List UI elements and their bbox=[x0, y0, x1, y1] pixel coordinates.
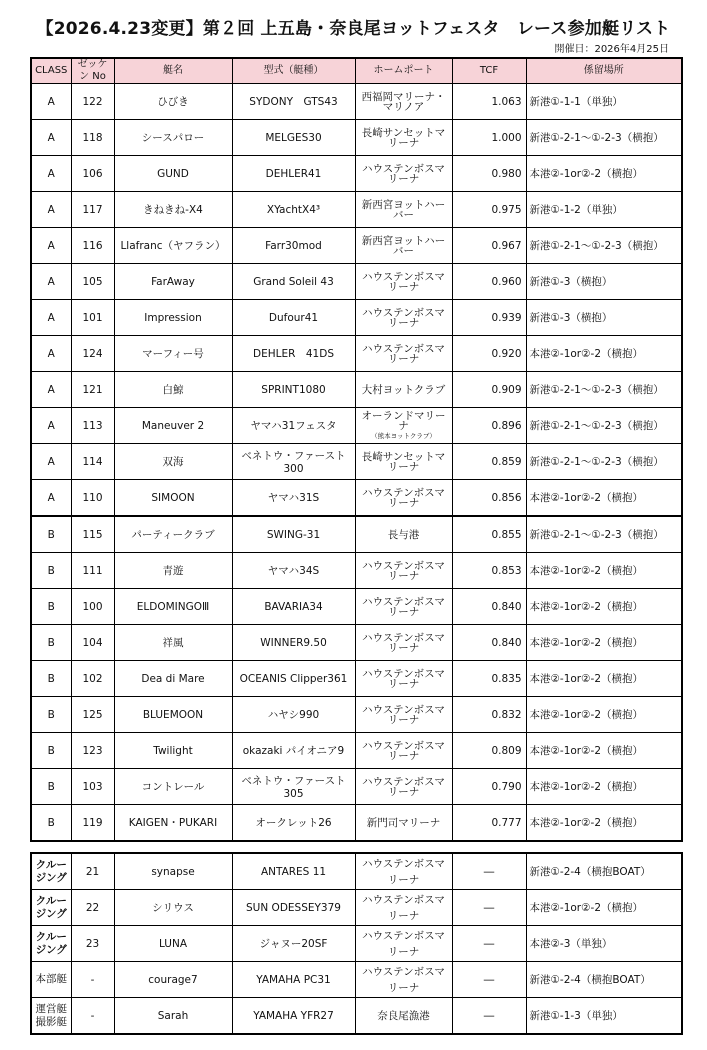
number-cell: 117 bbox=[71, 192, 114, 228]
boat-name-cell: シリウス bbox=[114, 890, 232, 926]
model-cell: YAMAHA PC31 bbox=[232, 962, 355, 998]
model-cell: WINNER9.50 bbox=[232, 625, 355, 661]
boat-name-cell: 祥風 bbox=[114, 625, 232, 661]
number-cell: 21 bbox=[71, 853, 114, 890]
tcf-cell: ― bbox=[452, 998, 526, 1035]
class-cell: A bbox=[31, 192, 71, 228]
model-cell: BAVARIA34 bbox=[232, 589, 355, 625]
boat-name-cell: synapse bbox=[114, 853, 232, 890]
number-cell: 125 bbox=[71, 697, 114, 733]
home-port-name: ハウステンボスマリーナ bbox=[362, 739, 445, 762]
mooring-cell: 新港①-2-1～①-2-3（横抱） bbox=[526, 408, 682, 444]
home-port-name: ハウステンボスマリーナ bbox=[362, 703, 445, 726]
mooring-cell: 新港①-2-1～①-2-3（横抱） bbox=[526, 120, 682, 156]
model-cell: ANTARES 11 bbox=[232, 853, 355, 890]
class-cell: クルージング bbox=[31, 890, 71, 926]
tcf-cell: 0.975 bbox=[452, 192, 526, 228]
mooring-cell: 新港①-1-1（単独） bbox=[526, 84, 682, 120]
boat-name-cell: KAIGEN・PUKARI bbox=[114, 805, 232, 842]
number-cell: 124 bbox=[71, 336, 114, 372]
mooring-cell: 本港②-1or②-2（横抱） bbox=[526, 336, 682, 372]
table-header-row bbox=[31, 58, 682, 84]
home-port-name: ハウステンボスマリーナ bbox=[362, 775, 445, 798]
race-entry-table bbox=[30, 57, 683, 842]
tcf-cell: 0.809 bbox=[452, 733, 526, 769]
boat-name-cell: SIMOON bbox=[114, 480, 232, 517]
class-cell: B bbox=[31, 769, 71, 805]
class-cell: A bbox=[31, 444, 71, 480]
boat-name-cell: Twilight bbox=[114, 733, 232, 769]
number-cell: 116 bbox=[71, 228, 114, 264]
home-port-cell bbox=[355, 444, 452, 480]
home-port-name: 長崎サンセットマリーナ bbox=[361, 450, 446, 473]
home-port-name: ハウステンボスマリーナ bbox=[362, 595, 445, 618]
model-cell: SPRINT1080 bbox=[232, 372, 355, 408]
model-cell: ヤマハ31S bbox=[232, 480, 355, 517]
mooring-cell: 新港①-1-3（単独） bbox=[526, 998, 682, 1035]
table-row bbox=[31, 300, 682, 336]
number-cell: 22 bbox=[71, 890, 114, 926]
number-cell: 23 bbox=[71, 926, 114, 962]
model-cell: ヤマハ34S bbox=[232, 553, 355, 589]
class-cell: B bbox=[31, 661, 71, 697]
table-row bbox=[31, 444, 682, 480]
mooring-cell: 本港②-1or②-2（横抱） bbox=[526, 769, 682, 805]
tcf-cell: ― bbox=[452, 926, 526, 962]
tcf-cell: 1.063 bbox=[452, 84, 526, 120]
table-row bbox=[31, 372, 682, 408]
home-port-cell bbox=[355, 589, 452, 625]
boat-name-cell: パーティークラブ bbox=[114, 516, 232, 553]
mooring-cell: 本港②-1or②-2（横抱） bbox=[526, 661, 682, 697]
tcf-cell: 0.920 bbox=[452, 336, 526, 372]
home-port-cell: ハウステンボスマリーナ bbox=[355, 962, 452, 998]
boat-name-cell: BLUEMOON bbox=[114, 697, 232, 733]
number-cell: 119 bbox=[71, 805, 114, 842]
home-port-cell bbox=[355, 372, 452, 408]
tcf-cell: 0.909 bbox=[452, 372, 526, 408]
model-cell: okazaki パイオニア9 bbox=[232, 733, 355, 769]
table-row bbox=[31, 516, 682, 553]
home-port-name: ハウステンボスマリーナ bbox=[362, 667, 445, 690]
class-cell: 本部艇 bbox=[31, 962, 71, 998]
home-port-cell bbox=[355, 733, 452, 769]
home-port-name: オーランドマリーナ bbox=[361, 409, 446, 432]
home-port-cell bbox=[355, 661, 452, 697]
class-cell: A bbox=[31, 228, 71, 264]
mooring-cell: 新港①-2-1～①-2-3（横抱） bbox=[526, 228, 682, 264]
class-cell: A bbox=[31, 300, 71, 336]
boat-name-cell: 青遊 bbox=[114, 553, 232, 589]
model-cell: Farr30mod bbox=[232, 228, 355, 264]
tcf-cell: ― bbox=[452, 890, 526, 926]
table-row bbox=[31, 336, 682, 372]
mooring-cell: 本港②-1or②-2（横抱） bbox=[526, 805, 682, 842]
tcf-cell: 0.840 bbox=[452, 625, 526, 661]
model-cell: XYachtX4³ bbox=[232, 192, 355, 228]
class-cell: A bbox=[31, 372, 71, 408]
tcf-cell: 0.939 bbox=[452, 300, 526, 336]
home-port-cell bbox=[355, 228, 452, 264]
mooring-cell: 本港②-1or②-2（横抱） bbox=[526, 733, 682, 769]
model-cell: SUN ODESSEY379 bbox=[232, 890, 355, 926]
tcf-cell: 0.835 bbox=[452, 661, 526, 697]
number-cell: 105 bbox=[71, 264, 114, 300]
home-port-name: ハウステンボスマリーナ bbox=[362, 162, 445, 185]
home-port-cell bbox=[355, 84, 452, 120]
number-cell: 100 bbox=[71, 589, 114, 625]
model-cell: オークレット26 bbox=[232, 805, 355, 842]
home-port-name: ハウステンボスマリーナ bbox=[362, 486, 445, 509]
header-model: 型式（艇種） bbox=[232, 58, 355, 84]
table-row bbox=[31, 805, 682, 842]
mooring-cell: 本港②-1or②-2（横抱） bbox=[526, 553, 682, 589]
model-cell: SYDONY GTS43 bbox=[232, 84, 355, 120]
home-port-cell bbox=[355, 480, 452, 517]
tcf-cell: 0.967 bbox=[452, 228, 526, 264]
number-cell: 111 bbox=[71, 553, 114, 589]
home-port-name: ハウステンボスマリーナ bbox=[362, 270, 445, 293]
tcf-cell: 0.853 bbox=[452, 553, 526, 589]
boat-name-cell: 双海 bbox=[114, 444, 232, 480]
class-cell: B bbox=[31, 553, 71, 589]
model-cell: ベネトウ・ファースト300 bbox=[232, 444, 355, 480]
home-port-name: ハウステンボスマリーナ bbox=[362, 631, 445, 654]
home-port-subtitle: （熊本ヨットクラブ） bbox=[371, 431, 436, 440]
home-port-cell: ハウステンボスマリーナ bbox=[355, 926, 452, 962]
tcf-cell: ― bbox=[452, 962, 526, 998]
header-boat-name: 艇名 bbox=[114, 58, 232, 84]
model-cell: OCEANIS Clipper361 bbox=[232, 661, 355, 697]
mooring-cell: 新港①-1-2（単独） bbox=[526, 192, 682, 228]
boat-name-cell: FarAway bbox=[114, 264, 232, 300]
page-title: 【2026.4.23変更】第２回 上五島・奈良尾ヨットフェスタ レース参加艇リスト bbox=[36, 19, 671, 39]
number-cell: 102 bbox=[71, 661, 114, 697]
class-cell: A bbox=[31, 156, 71, 192]
boat-name-cell: ELDOMINGOⅢ bbox=[114, 589, 232, 625]
model-cell: SWING-31 bbox=[232, 516, 355, 553]
model-cell: ヤマハ31フェスタ bbox=[232, 408, 355, 444]
model-cell: DEHLER 41DS bbox=[232, 336, 355, 372]
boat-name-cell: Maneuver 2 bbox=[114, 408, 232, 444]
class-cell: A bbox=[31, 264, 71, 300]
table-row bbox=[31, 228, 682, 264]
number-cell: 110 bbox=[71, 480, 114, 517]
boat-name-cell: courage7 bbox=[114, 962, 232, 998]
model-cell: ジャヌー20SF bbox=[232, 926, 355, 962]
class-cell: B bbox=[31, 733, 71, 769]
tcf-cell: 0.777 bbox=[452, 805, 526, 842]
home-port-cell: ハウステンボスマリーナ bbox=[355, 890, 452, 926]
home-port-cell bbox=[355, 336, 452, 372]
home-port-name: ハウステンボスマリーナ bbox=[362, 559, 445, 582]
model-cell: YAMAHA YFR27 bbox=[232, 998, 355, 1035]
home-port-name: 新門司マリーナ bbox=[366, 816, 441, 829]
cruising-support-table bbox=[30, 852, 683, 1035]
home-port-name: 長与港 bbox=[387, 528, 420, 541]
class-cell: クルージング bbox=[31, 926, 71, 962]
number-cell: 122 bbox=[71, 84, 114, 120]
number-cell: 106 bbox=[71, 156, 114, 192]
model-cell: MELGES30 bbox=[232, 120, 355, 156]
home-port-cell bbox=[355, 120, 452, 156]
mooring-cell: 新港①-2-1～①-2-3（横抱） bbox=[526, 516, 682, 553]
mooring-cell: 新港①-2-4（横抱BOAT） bbox=[526, 853, 682, 890]
class-cell: B bbox=[31, 805, 71, 842]
tcf-cell: 0.859 bbox=[452, 444, 526, 480]
table-row bbox=[31, 998, 682, 1035]
class-cell: A bbox=[31, 408, 71, 444]
boat-name-cell: LUNA bbox=[114, 926, 232, 962]
home-port-cell bbox=[355, 697, 452, 733]
table-row bbox=[31, 926, 682, 962]
table-row bbox=[31, 480, 682, 517]
class-cell: B bbox=[31, 697, 71, 733]
mooring-cell: 新港①-2-4（横抱BOAT） bbox=[526, 962, 682, 998]
home-port-name: ハウステンボスマリーナ bbox=[362, 306, 445, 329]
mooring-cell: 新港①-3（横抱） bbox=[526, 264, 682, 300]
boat-name-cell: Impression bbox=[114, 300, 232, 336]
table-row bbox=[31, 733, 682, 769]
table-row bbox=[31, 192, 682, 228]
table-row bbox=[31, 156, 682, 192]
tcf-cell: 0.980 bbox=[452, 156, 526, 192]
table-row bbox=[31, 697, 682, 733]
header-number: ゼッケン No bbox=[71, 58, 114, 84]
number-cell: 113 bbox=[71, 408, 114, 444]
home-port-cell bbox=[355, 625, 452, 661]
tcf-cell: 0.855 bbox=[452, 516, 526, 553]
boat-name-cell: 白鯨 bbox=[114, 372, 232, 408]
table-row bbox=[31, 264, 682, 300]
mooring-cell: 本港②-3（単独） bbox=[526, 926, 682, 962]
model-cell: DEHLER41 bbox=[232, 156, 355, 192]
class-cell: A bbox=[31, 336, 71, 372]
boat-name-cell: Llafranc（ヤフラン） bbox=[114, 228, 232, 264]
home-port-cell bbox=[355, 408, 452, 444]
home-port-name: 西福岡マリーナ・マリノア bbox=[361, 90, 446, 113]
header-class: CLASS bbox=[31, 58, 71, 84]
table-row bbox=[31, 589, 682, 625]
boat-name-cell: Dea di Mare bbox=[114, 661, 232, 697]
header-mooring: 係留場所 bbox=[526, 58, 682, 84]
tcf-cell: 0.896 bbox=[452, 408, 526, 444]
tcf-cell: 1.000 bbox=[452, 120, 526, 156]
number-cell: 118 bbox=[71, 120, 114, 156]
class-cell: B bbox=[31, 589, 71, 625]
mooring-cell: 本港②-1or②-2（横抱） bbox=[526, 890, 682, 926]
table-row bbox=[31, 625, 682, 661]
boat-name-cell: Sarah bbox=[114, 998, 232, 1035]
home-port-cell bbox=[355, 192, 452, 228]
number-cell: 121 bbox=[71, 372, 114, 408]
home-port-name: 新西宮ヨットハーバー bbox=[361, 198, 446, 221]
header-tcf: TCF bbox=[452, 58, 526, 84]
number-cell: - bbox=[71, 998, 114, 1035]
model-cell: Grand Soleil 43 bbox=[232, 264, 355, 300]
number-cell: 115 bbox=[71, 516, 114, 553]
class-cell: A bbox=[31, 120, 71, 156]
boat-name-cell: マーフィー号 bbox=[114, 336, 232, 372]
table-row bbox=[31, 120, 682, 156]
event-date: 開催日：2026年4月25日 bbox=[554, 44, 669, 55]
boat-name-cell: ひびき bbox=[114, 84, 232, 120]
home-port-cell: 奈良尾漁港 bbox=[355, 998, 452, 1035]
table-row bbox=[31, 553, 682, 589]
class-cell: A bbox=[31, 84, 71, 120]
home-port-cell bbox=[355, 156, 452, 192]
home-port-name: 新西宮ヨットハーバー bbox=[361, 234, 446, 257]
mooring-cell: 本港②-1or②-2（横抱） bbox=[526, 480, 682, 517]
number-cell: 103 bbox=[71, 769, 114, 805]
tcf-cell: 0.960 bbox=[452, 264, 526, 300]
number-cell: 104 bbox=[71, 625, 114, 661]
mooring-cell: 本港②-1or②-2（横抱） bbox=[526, 589, 682, 625]
model-cell: ベネトウ・ファースト305 bbox=[232, 769, 355, 805]
home-port-cell bbox=[355, 516, 452, 553]
number-cell: 101 bbox=[71, 300, 114, 336]
home-port-name: 大村ヨットクラブ bbox=[361, 383, 446, 396]
table-row bbox=[31, 769, 682, 805]
home-port-cell bbox=[355, 769, 452, 805]
boat-name-cell: きねきね-X4 bbox=[114, 192, 232, 228]
tcf-cell: 0.832 bbox=[452, 697, 526, 733]
number-cell: 123 bbox=[71, 733, 114, 769]
tcf-cell: 0.856 bbox=[452, 480, 526, 517]
class-cell: クルージング bbox=[31, 853, 71, 890]
home-port-cell bbox=[355, 805, 452, 842]
table-row bbox=[31, 84, 682, 120]
class-cell: B bbox=[31, 516, 71, 553]
table-row bbox=[31, 890, 682, 926]
tcf-cell: 0.790 bbox=[452, 769, 526, 805]
mooring-cell: 新港①-3（横抱） bbox=[526, 300, 682, 336]
mooring-cell: 本港②-1or②-2（横抱） bbox=[526, 697, 682, 733]
number-cell: 114 bbox=[71, 444, 114, 480]
boat-name-cell: GUND bbox=[114, 156, 232, 192]
class-cell: A bbox=[31, 480, 71, 517]
number-cell: - bbox=[71, 962, 114, 998]
home-port-cell bbox=[355, 553, 452, 589]
tcf-cell: 0.840 bbox=[452, 589, 526, 625]
tcf-cell: ― bbox=[452, 853, 526, 890]
model-cell: Dufour41 bbox=[232, 300, 355, 336]
table-row bbox=[31, 962, 682, 998]
class-cell: 運営艇撮影艇 bbox=[31, 998, 71, 1035]
table-row bbox=[31, 853, 682, 890]
mooring-cell: 本港②-1or②-2（横抱） bbox=[526, 156, 682, 192]
class-cell: B bbox=[31, 625, 71, 661]
mooring-cell: 新港①-2-1～①-2-3（横抱） bbox=[526, 372, 682, 408]
mooring-cell: 新港①-2-1～①-2-3（横抱） bbox=[526, 444, 682, 480]
header-home-port: ホームポート bbox=[355, 58, 452, 84]
home-port-cell bbox=[355, 264, 452, 300]
home-port-name: ハウステンボスマリーナ bbox=[362, 342, 445, 365]
home-port-cell bbox=[355, 300, 452, 336]
boat-name-cell: シースパロー bbox=[114, 120, 232, 156]
boat-name-cell: コントレール bbox=[114, 769, 232, 805]
home-port-name: 長崎サンセットマリーナ bbox=[361, 126, 446, 149]
table-row bbox=[31, 408, 682, 444]
model-cell: ハヤシ990 bbox=[232, 697, 355, 733]
table-row bbox=[31, 661, 682, 697]
mooring-cell: 本港②-1or②-2（横抱） bbox=[526, 625, 682, 661]
home-port-cell: ハウステンボスマリーナ bbox=[355, 853, 452, 890]
